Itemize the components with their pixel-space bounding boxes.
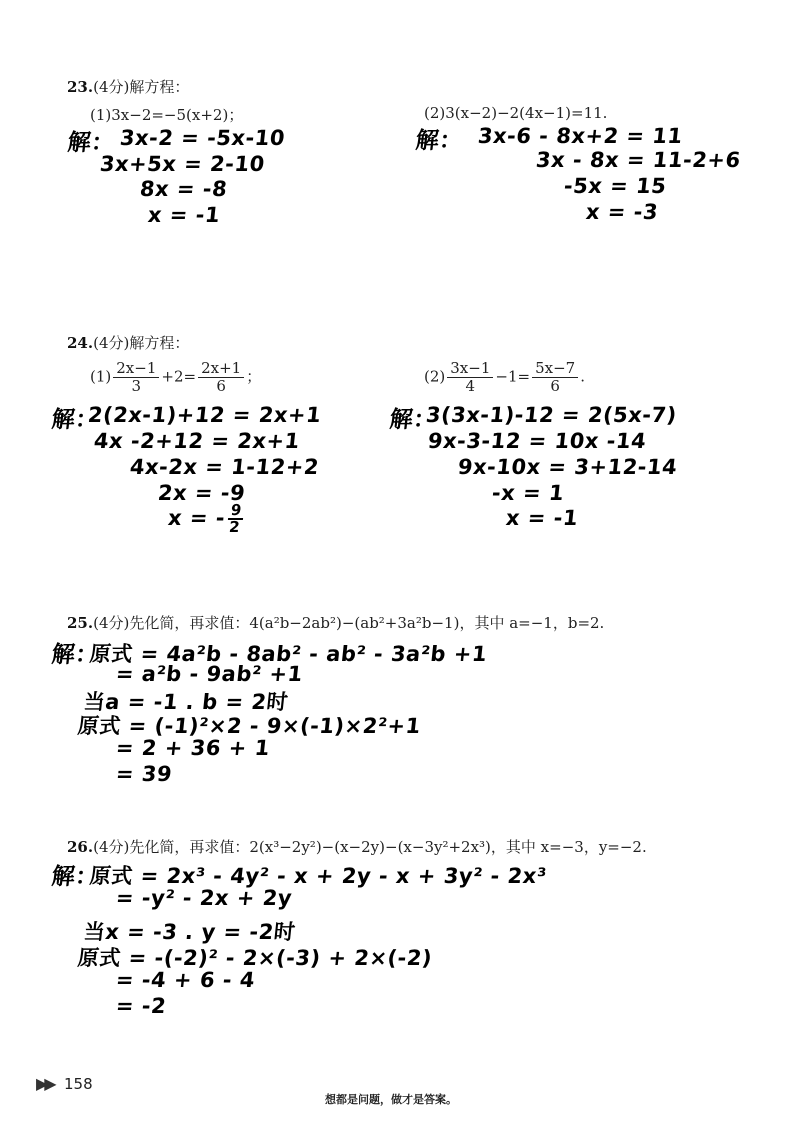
q23-s1-line-1: 3x-2 = -5x-10: [118, 126, 287, 150]
q26-line-5: = -4 + 6 - 4: [114, 968, 257, 992]
q26-title: (4分)先化简，再求值：2(x³−2y²)−(x−2y)−(x−3y²+2x³)，其中 x=−3，y=−2.: [93, 838, 647, 856]
q23-header: [67, 76, 189, 97]
q26-answer-label: 解：: [50, 863, 101, 890]
q23-s2-line-1: 3x-6 - 8x+2 = 11: [476, 124, 684, 148]
q23-s2-line-4: x = -3: [584, 200, 660, 224]
q25-answer-label: 解：: [50, 641, 101, 668]
q25-title: (4分)先化简，再求值：4(a²b−2ab²)−(ab²+3a²b−1)，其中 a=−1，b=2.: [93, 614, 605, 632]
q24-answer-label-1: 解：: [50, 406, 101, 433]
q23-problem-2: (2)3(x−2)−2(4x−1)=11.: [424, 104, 608, 122]
q23-s2-line-2: 3x - 8x = 11-2+6: [534, 148, 742, 172]
q24-s1-line-3: 4x-2x = 1-12+2: [128, 455, 321, 479]
q24-s2-line-2: 9x-3-12 = 10x -14: [426, 429, 648, 453]
q23-answer-label-1: 解：: [66, 129, 117, 156]
q23-number: 23.: [67, 78, 94, 96]
q24-s1-line-5: x = - $\frac{9}{2}$: [166, 501, 243, 536]
q26-line-1: 原式 = 2x³ - 4y² - x + 2y - x + 3y² - 2x³: [88, 864, 548, 888]
q24-s2-line-1: 3(3x-1)-12 = 2(5x-7): [424, 403, 679, 427]
q24-s1-line-1: 2(2x-1)+12 = 2x+1: [86, 403, 323, 427]
fraction: $\frac{5x-7}{6}$: [532, 360, 578, 395]
q24-answer-label-2: 解：: [388, 406, 439, 433]
q24-problem-1: (1) $\frac{2x-1}{3}$ +2= $\frac{2x+1}{6}$ ；: [90, 359, 262, 395]
q26-number: 26.: [67, 838, 94, 856]
q26-line-3: 当x = -3 . y = -2时: [82, 920, 297, 944]
q25-number: 25.: [67, 614, 94, 632]
q23-s2-line-3: -5x = 15: [562, 174, 668, 198]
q24-problem-2: (2) $\frac{3x-1}{4}$ −1= $\frac{5x-7}{6}$ .: [424, 359, 585, 395]
q24-header: [67, 332, 189, 353]
fraction: $\frac{3x-1}{4}$: [447, 360, 493, 395]
fraction: $\frac{2x-1}{3}$: [113, 360, 159, 395]
q26-line-6: = -2: [114, 994, 168, 1018]
q25-line-5: = 2 + 36 + 1: [114, 736, 272, 760]
q23-s1-line-2: 3x+5x = 2-10: [98, 152, 266, 176]
q23-s1-line-4: x = -1: [146, 203, 222, 227]
page-arrow-icon: ▶▶: [36, 1074, 53, 1093]
page-number: 158: [64, 1075, 93, 1093]
footer-motto: 想都是问题，做才是答案。: [325, 1093, 457, 1106]
q24-s1-line-4: 2x = -9: [156, 481, 247, 505]
q25-header: [67, 612, 604, 633]
q25-line-4: 原式 = (-1)²×2 - 9×(-1)×2²+1: [76, 714, 422, 738]
fraction: $\frac{2x+1}{6}$: [198, 360, 244, 395]
q25-line-3: 当a = -1 . b = 2时: [82, 690, 290, 714]
q24-s2-line-5: x = -1: [504, 506, 580, 530]
q25-line-6: = 39: [114, 762, 174, 786]
q26-line-2: = -y² - 2x + 2y: [114, 886, 294, 910]
q26-header: [67, 836, 647, 857]
q25-line-1: 原式 = 4a²b - 8ab² - ab² - 3a²b +1: [88, 642, 489, 666]
q23-title: (4分)解方程：: [93, 78, 190, 96]
q23-s1-line-3: 8x = -8: [138, 177, 229, 201]
q26-line-4: 原式 = -(-2)² - 2×(-3) + 2×(-2): [76, 946, 434, 970]
q23-problem-1: (1)3x−2=−5(x+2)；: [90, 106, 244, 124]
q24-s2-line-3: 9x-10x = 3+12-14: [456, 455, 679, 479]
q24-s1-line-2: 4x -2+12 = 2x+1: [92, 429, 301, 453]
q23-answer-label-2: 解：: [414, 127, 465, 154]
q24-title: (4分)解方程：: [93, 334, 190, 352]
fraction: $\frac{9}{2}$: [228, 501, 243, 536]
q24-number: 24.: [67, 334, 94, 352]
q25-line-2: = a²b - 9ab² +1: [114, 662, 304, 686]
q24-s2-line-4: -x = 1: [490, 481, 566, 505]
